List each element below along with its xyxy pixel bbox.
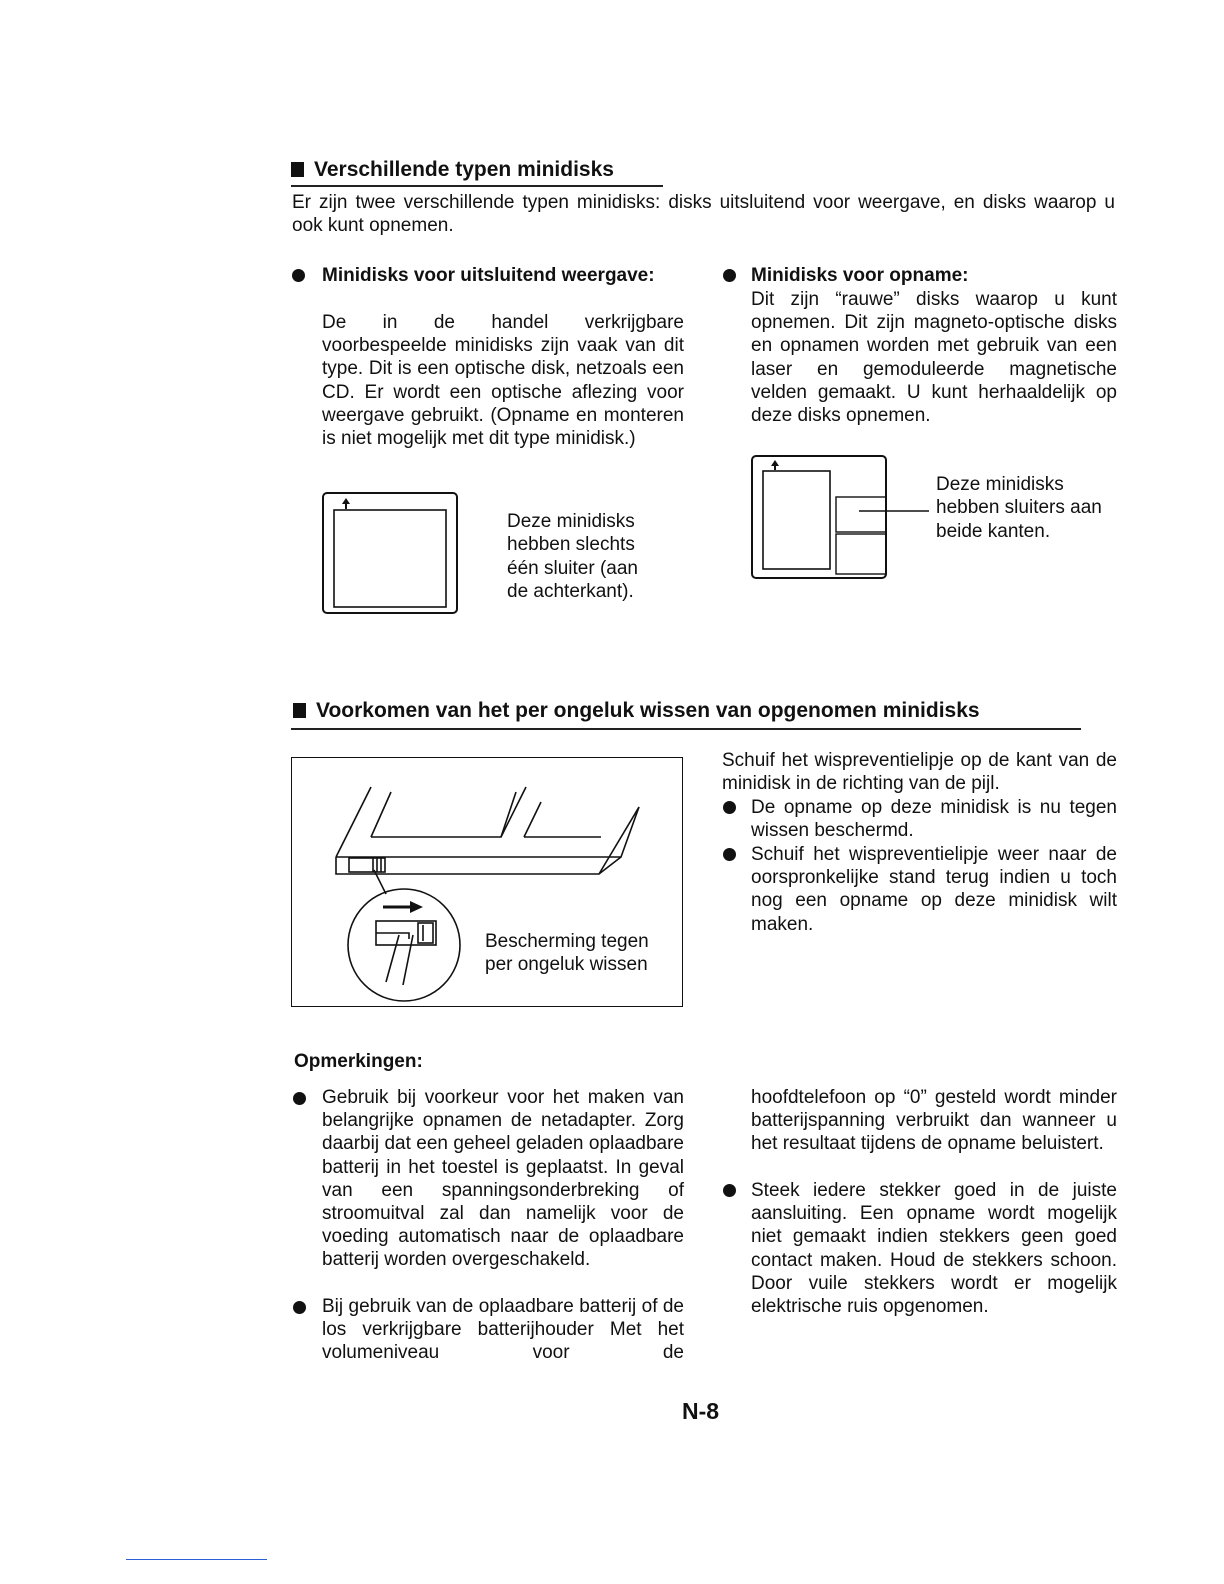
erase-protection-bullet: De opname op deze minidisk is nu tegen wissen beschermd. [751,797,1117,842]
erase-protection-caption: Bescherming tegen per ongeluk wissen [485,931,649,976]
erase-protection-bullet: Schuif het wispreventielipje weer naar de oorspronkelijke stand terug indien u toch nog een opname op deze minidisk wilt maken. [751,844,1117,935]
single-shutter-caption: Deze minidisks hebben slechts één sluiter (aan de achterkant). [507,511,638,603]
bullet-dot-icon [292,269,305,282]
bullet-dot-icon [723,801,736,814]
subheading-playback-only: Minidisks voor uitsluitend weergave: [322,265,655,286]
recordable-body: Dit zijn “rauwe” disks waarop u kunt opnemen. Dit zijn magneto-optische disks en opnamen worden met gebruik van een laser en gemoduleerde magnetische velden gemaakt. U kunt herhaaldelijk op deze disks opnemen. [751,289,1117,427]
square-bullet-icon [293,703,306,718]
bullet-dot-icon [723,1184,736,1197]
heading-underline [291,185,663,187]
intro-paragraph: Er zijn twee verschillende typen minidisks: disks uitsluitend voor weergave, en disks waarop u ook kunt opnemen. [292,192,1115,237]
notes-title: Opmerkingen: [294,1051,423,1072]
bullet-dot-icon [293,1301,306,1314]
double-shutter-caption: Deze minidisks hebben sluiters aan beide kanten. [936,474,1102,542]
note-continuation: hoofdtelefoon op “0” gesteld wordt minder batterijspanning verbruikt dan wanneer u het resultaat tijdens de opname beluistert. [751,1087,1117,1155]
double-shutter-disk-diagram [751,455,936,580]
note-item: Bij gebruik van de oplaadbare batterij of de los verkrijgbare batterijhouder Met het volumeniveau voor de [322,1296,684,1364]
note-item: Steek iedere stekker goed in de juiste aansluiting. Een opname wordt mogelijk niet gemaakt indien stekkers geen goed contact maken. Houd de stekkers schoon. Door vuile stekkers wordt er mogelijk elektrische ruis opgenomen. [751,1180,1117,1318]
bullet-dot-icon [723,269,736,282]
section-heading-disk-types [291,158,614,182]
bullet-dot-icon [723,848,736,861]
square-bullet-icon [291,162,304,177]
page-number: N-8 [682,1398,720,1424]
section-heading-erase-protection [293,699,980,723]
note-item: Gebruik bij voorkeur voor het maken van belangrijke opnamen de netadapter. Zorg daarbij dat een geheel geladen oplaadbare batterij in het toestel is geplaatst. In geval van een spanningsonderbreking of stroomuitval zal dan namelijk voor de voeding automatisch naar de oplaadbare batterij worden overgeschakeld. [322,1087,684,1271]
section-title: Voorkomen van het per ongeluk wissen van opgenomen minidisks [316,699,980,722]
subheading-recordable: Minidisks voor opname: [751,265,969,286]
bullet-dot-icon [293,1092,306,1105]
single-shutter-disk-diagram [322,492,458,614]
heading-underline [291,728,1081,730]
erase-protection-intro: Schuif het wispreventielipje op de kant van de minidisk in de richting van de pijl. [722,750,1117,795]
section-title: Verschillende typen minidisks [314,158,614,181]
playback-only-body: De in de handel verkrijgbare voorbespeelde minidisks zijn vaak van dit type. Dit is een optische disk, netzoals een CD. Er wordt een optische aflezing voor weergave gebruikt. (Opname en monteren is niet mogelijk met dit type minidisk.) [322,312,684,450]
footnote-rule [126,1559,267,1560]
